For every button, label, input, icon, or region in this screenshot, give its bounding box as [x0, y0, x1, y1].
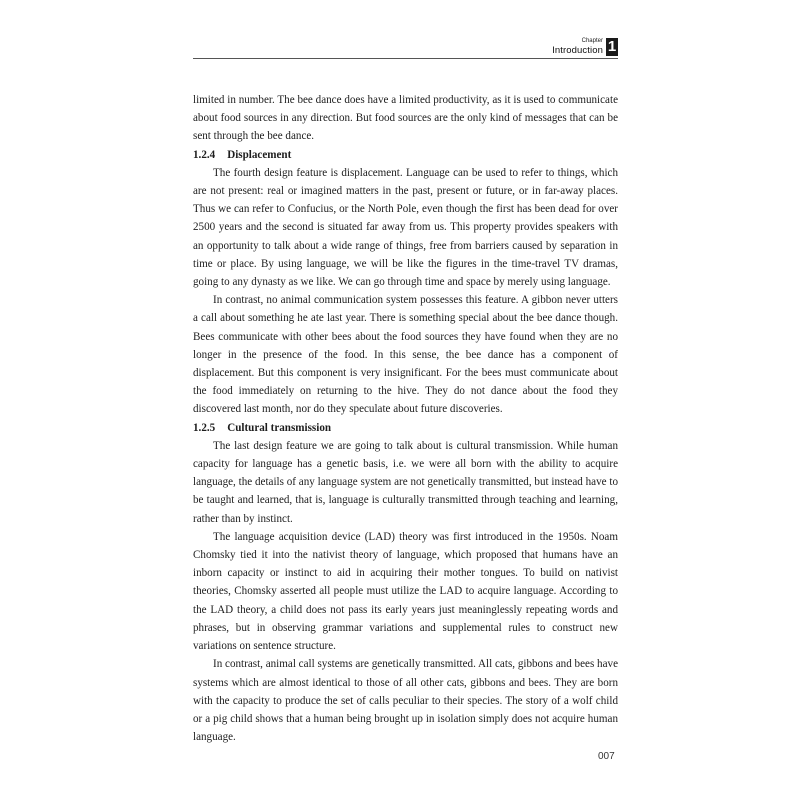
section-title: Cultural transmission — [227, 421, 332, 434]
chapter-name: Introduction — [552, 45, 603, 56]
paragraph-cultural-transmission: The last design feature we are going to talk about is cultural transmission. While human capacity for language has a genetic basis, i.e. we were all born with the ability to acquire language, the details of any language system are not genetically transmitted, but instead have to be taught and learned, that is, language is culturally transmitted through teaching and learning, rather than by instinct. — [193, 439, 618, 525]
section-number: 1.2.4 — [193, 148, 216, 161]
section-number: 1.2.5 — [193, 421, 216, 434]
section-heading-cultural-transmission — [193, 419, 618, 437]
chapter-label: Chapter — [581, 38, 603, 44]
chapter-header — [552, 38, 618, 56]
section-heading-displacement — [193, 146, 618, 164]
page-body — [193, 91, 618, 746]
section-title: Displacement — [227, 148, 292, 161]
paragraph-displacement-animals: In contrast, no animal communication system possesses this feature. A gibbon never utters a call about something he ate last year. There is something special about the bee dance though. Bees communicate with other bees about the food sources they have found when they are no longer in the presence of the food. In this sense, the bee dance has a component of displacement. But this component is very insignificant. For the bees must communicate about the food immediately on returning to the hive. They do not dance about the food they discovered last month, nor do they speculate about future discoveries. — [193, 294, 618, 416]
paragraph-displacement-definition: The fourth design feature is displacement. Language can be used to refer to things, which are not present: real or imagined matters in the past, present or future, or in far-away places. Thus we can refer to Confucius, or the North Pole, even though the first has been dead for over 2500 years and the second is situated far away from us. This property provides speakers with an opportunity to talk about a wide range of things, free from barriers caused by separation in time or place. By using language, we will be like the figures in the time-travel TV dramas, going to any dynasty as we like. We can go through time and space by merely using language. — [193, 166, 618, 289]
paragraph-continuation: limited in number. The bee dance does have a limited productivity, as it is used to communicate about food sources in any direction. But food sources are the only kind of messages that can be sent through the bee dance. — [193, 94, 618, 143]
paragraph-lad-theory: The language acquisition device (LAD) theory was first introduced in the 1950s. Noam Chomsky tied it into the nativist theory of language, which proposed that humans have an inborn capacity or instinct to aid in acquiring their mother tongues. To build on nativist theories, Chomsky asserted all people must utilize the LAD to acquire language. According to the LAD theory, a child does not pass its early years just meaninglessly repeating words and phrases, but in observing grammar variations and supplemental rules to construct new variations on sentence structure. — [193, 530, 618, 653]
paragraph-animal-call-systems: In contrast, animal call systems are genetically transmitted. All cats, gibbons and bees have systems which are almost identical to those of all other cats, gibbons and bees. They are born with the capacity to produce the set of calls peculiar to their species. The story of a wolf child or a pig child shows that a human being brought up in isolation simply does not acquire human language. — [193, 658, 618, 744]
chapter-title-block — [552, 38, 603, 56]
chapter-number-badge: 1 — [607, 38, 617, 55]
header-rule — [193, 58, 618, 59]
page-number: 007 — [598, 751, 615, 762]
